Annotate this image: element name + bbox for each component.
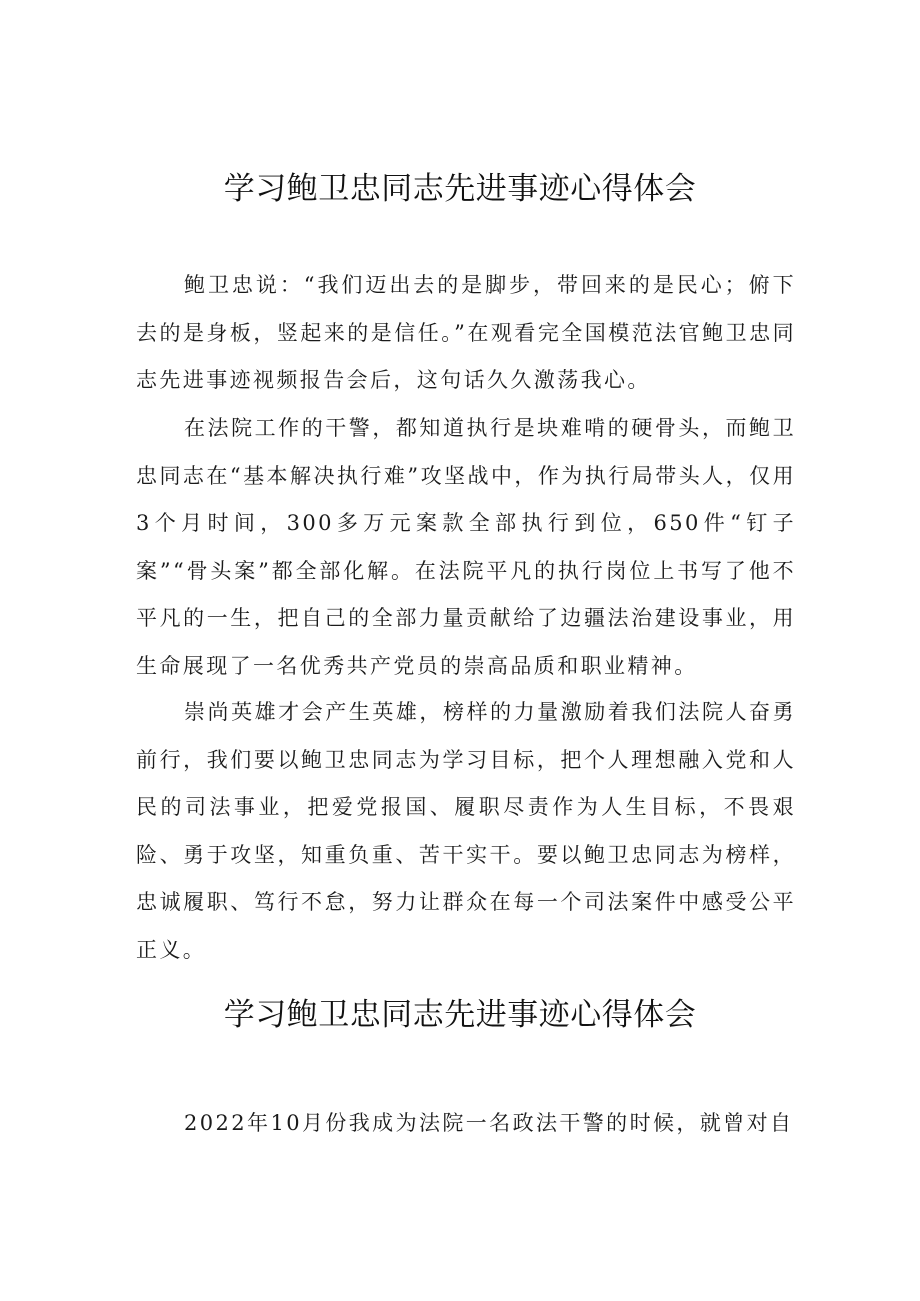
- article-paragraph: 2022年10月份我成为法院一名政法干警的时候，就曾对自: [184, 1111, 794, 1135]
- article-paragraph: 崇尚英雄才会产生英雄，榜样的力量激励着我们法院人奋勇前行，我们要以鲍卫忠同志为学习目标，把个人理想融入党和人民的司法事业，把爱党报国、履职尽责作为人生目标，不畏艰险、勇于攻坚，知重负重、苦干实干。要以鲍卫忠同志为榜样，忠诚履职、笃行不怠，努力让群众在每一个司法案件中感受公平正义。: [136, 700, 796, 962]
- article-paragraph: 鲍卫忠说：“我们迈出去的是脚步，带回来的是民心；俯下去的是身板，竖起来的是信任。”在观看完全国模范法官鲍卫忠同志先进事迹视频报告会后，这句话久久激荡我心。: [136, 273, 796, 392]
- article-title: 学习鲍卫忠同志先进事迹心得体会: [223, 171, 697, 207]
- article-title: 学习鲍卫忠同志先进事迹心得体会: [223, 997, 697, 1033]
- article-paragraph: 在法院工作的干警，都知道执行是块难啃的硬骨头，而鲍卫忠同志在“基本解决执行难”攻坚战中，作为执行局带头人，仅用3个月时间，300多万元案款全部执行到位，650件“钉子案”“骨头案”都全部化解。在法院平凡的执行岗位上书写了他不平凡的一生，把自己的全部力量贡献给了边疆法治建设事业，用生命展现了一名优秀共产党员的崇高品质和职业精神。: [136, 416, 796, 678]
